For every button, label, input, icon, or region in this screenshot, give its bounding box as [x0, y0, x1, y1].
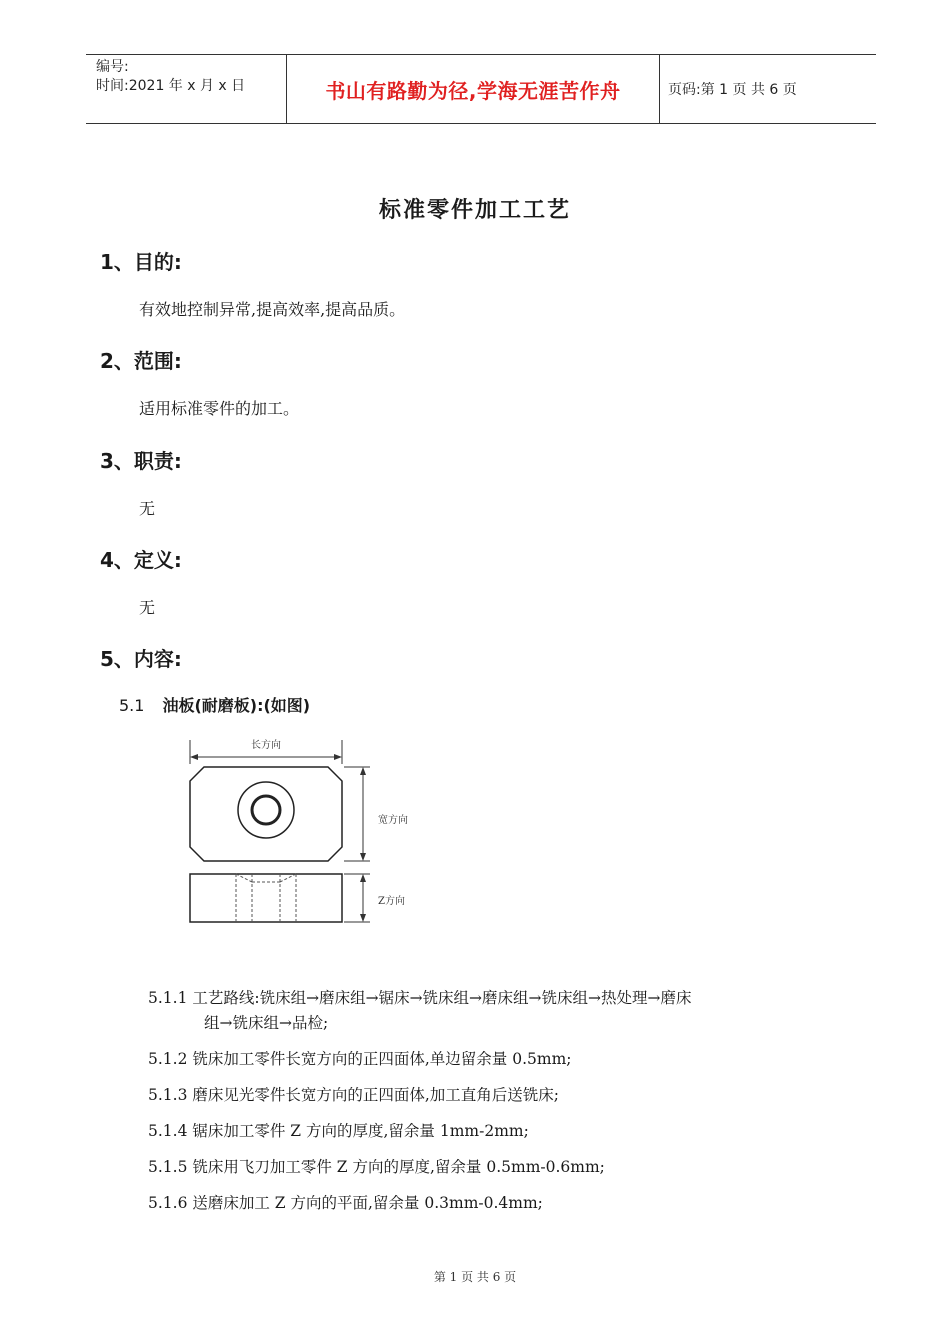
header-motto: 书山有路勤为径,学海无涯苦作舟 [286, 55, 660, 123]
header-page-info: 页码:第 1 页 共 6 页 [668, 82, 797, 98]
section-heading-purpose: 1、目的: [100, 250, 182, 274]
section-text-scope: 适用标准零件的加工。 [139, 399, 300, 418]
plate-top-view [190, 767, 342, 861]
process-steps [148, 986, 868, 1227]
section-text-definition: 无 [139, 598, 156, 617]
header-number: 编号: [96, 59, 129, 75]
step-5-1-6: 5.1.6 送磨床加工 Z 方向的平面,留余量 0.3mm-0.4mm; [148, 1194, 543, 1212]
subsection-title [119, 693, 310, 716]
section-heading-scope: 2、范围: [100, 349, 182, 373]
inner-hole-circle [252, 796, 280, 824]
section-heading-content: 5、内容: [100, 647, 182, 671]
page-footer: 第 1 页 共 6 页 [433, 1270, 517, 1284]
length-label: 长方向 [251, 740, 281, 751]
step-text-continuation: 组→铣床组→品检; [204, 1014, 329, 1032]
section-heading-definition: 4、定义: [100, 548, 182, 572]
section-text-purpose: 有效地控制异常,提高效率,提高品质。 [139, 300, 406, 319]
page-header [86, 54, 876, 124]
plate-side-view [190, 874, 342, 922]
step-5-1-2: 5.1.2 铣床加工零件长宽方向的正四面体,单边留余量 0.5mm; [148, 1050, 572, 1068]
header-meta [86, 55, 286, 123]
wear-plate-drawing [180, 730, 430, 930]
subsection-name: 油板(耐磨板):(如图) [162, 696, 311, 715]
subsection-number: 5.1 [119, 696, 145, 715]
section-heading-duties: 3、职责: [100, 449, 182, 473]
section-text-duties: 无 [139, 499, 156, 518]
document-title: 标准零件加工工艺 [378, 198, 571, 223]
outer-hole-circle [238, 782, 294, 838]
step-5-1-3: 5.1.3 磨床见光零件长宽方向的正四面体,加工直角后送铣床; [148, 1086, 560, 1104]
header-time: 时间:2021 年 x 月 x 日 [96, 78, 246, 94]
width-label: 宽方向 [378, 815, 408, 826]
step-text: 5.1.1 工艺路线:铣床组→磨床组→锯床→铣床组→磨床组→铣床组→热处理→磨床 [148, 989, 692, 1007]
step-5-1-4: 5.1.4 锯床加工零件 Z 方向的厚度,留余量 1mm-2mm; [148, 1122, 529, 1140]
step-5-1-1 [148, 986, 868, 1036]
step-5-1-5: 5.1.5 铣床用飞刀加工零件 Z 方向的厚度,留余量 0.5mm-0.6mm; [148, 1158, 605, 1176]
z-label: Z方向 [378, 896, 405, 907]
